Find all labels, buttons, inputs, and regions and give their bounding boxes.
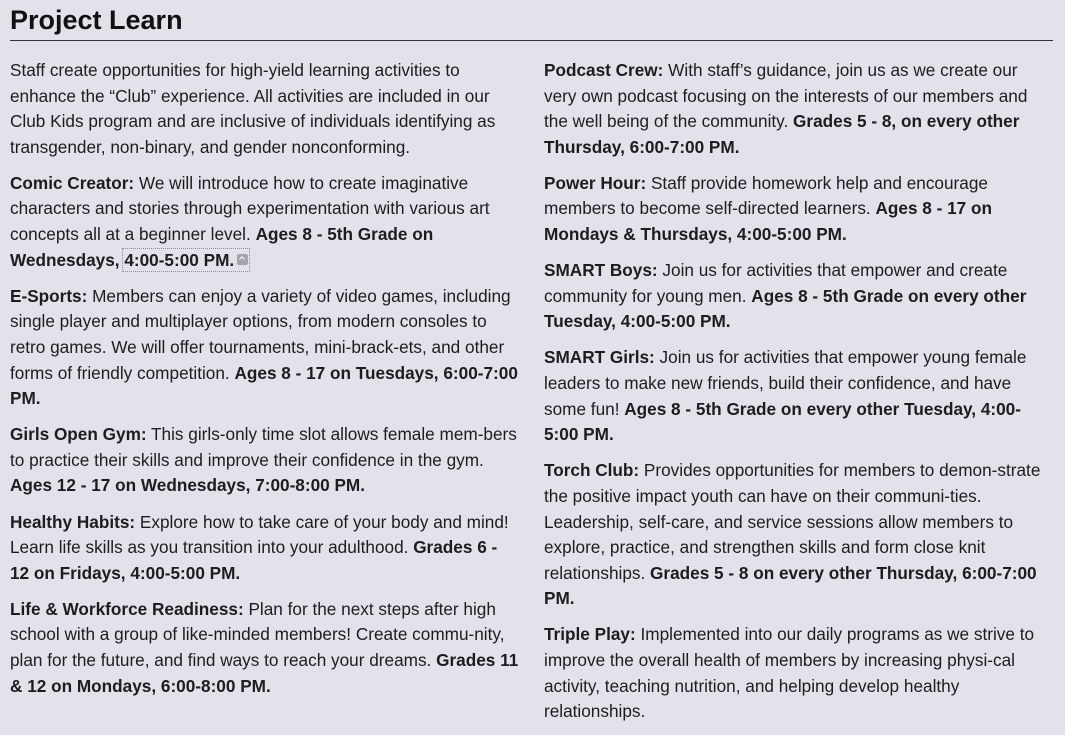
program-name: Power Hour: [544,172,647,193]
program-triple-play [544,622,1054,724]
program-description: Staff provide homework help and encourage members to become self-directed learners. [544,172,988,219]
program-smart-boys [544,258,1054,335]
program-name: Podcast Crew: [544,60,664,80]
page-title: Project Learn [10,5,183,35]
program-description: Members can enjoy a variety of video games, including single player and multiplayer options, from modern consoles to retro games. We will offer tournaments, mini-brack-ets, and other forms of friendly competition. [10,285,511,383]
program-girls-open-gym [10,422,520,499]
program-schedule: Ages 8 - 5th Grade on every other Tuesday, 4:00-5:00 PM. [544,398,1021,445]
program-schedule: Grades 5 - 8 on every other Thursday, 6:00-7:00 PM. [544,562,1037,609]
program-name: Triple Play: [544,624,636,645]
program-name: SMART Boys: [544,260,658,281]
program-description: Join us for activities that empower and create community for young men. [544,260,1008,306]
program-schedule: Ages 8 - 5th Grade on every other Tuesday, 4:00-5:00 PM. [544,285,1027,332]
program-name: SMART Girls: [544,347,655,368]
program-name: Torch Club: [544,460,640,481]
program-name: Girls Open Gym: [10,424,147,445]
program-schedule: Ages 8 - 5th Grade on Wednesdays, [10,224,434,270]
program-description: Join us for activities that empower young female leaders to make new friends, build their confidence, and have some fun! [544,347,1027,419]
program-description: Provides opportunities for members to demon-strate the positive impact youth can have on their communi-ties. Leadership, self-care, and service sessions allow members to explore, practice, and strengthen skills and form close knit relationships. [544,460,1041,583]
left-column [10,58,520,710]
intro-paragraph: Staff create opportunities for high-yield learning activities to enhance the “Club” experience. All activities are included in our Club Kids program and are inclusive of individuals identifying as transgender, non-binary, and gender nonconforming. [10,60,496,157]
program-description: Plan for the next steps after high school with a group of like-minded members! Create commu-nity, plan for the future, and find ways to reach your dreams. [10,598,505,670]
program-schedule: Grades 11 & 12 on Mondays, 6:00-8:00 PM. [10,649,519,696]
right-column [544,58,1054,735]
program-schedule: Ages 8 - 17 on Mondays & Thursdays, 4:00-5:00 PM. [544,198,993,245]
highlighted-time[interactable] [124,250,248,270]
program-schedule: Ages 12 - 17 on Wednesdays, 7:00-8:00 PM. [10,475,366,496]
program-power-hour [544,171,1054,248]
program-description: Implemented into our daily programs as we strive to improve the overall health of members by increasing physi-cal activity, teaching nutrition, and helping develop healthy relationships. [544,624,1035,722]
program-comic-creator [10,171,520,273]
program-podcast-crew [544,58,1054,160]
program-schedule: Grades 6 - 12 on Fridays, 4:00-5:00 PM. [10,537,498,583]
program-description: With staff’s guidance, join us as we create our very own podcast focusing on the interests of our members and the well being of the community. [544,60,1028,132]
program-description: We will introduce how to create imaginative characters and stories through experimentation with various art concepts all at a beginner level. [10,172,490,245]
program-name: Life & Workforce Readiness: [10,598,244,619]
program-name: E-Sports: [10,285,88,306]
title-divider [10,40,1053,41]
program-name: Healthy Habits: [10,511,136,532]
program-description: This girls-only time slot allows female mem-bers to practice their skills and improve their confidence in the gym. [10,424,517,470]
program-life-workforce-readiness [10,597,520,699]
program-smart-girls [544,345,1054,447]
program-description: Explore how to take care of your body and mind! Learn life skills as you transition into your adulthood. [10,511,509,558]
program-name: Comic Creator: [10,172,135,193]
program-torch-club [544,458,1054,612]
expand-up-icon[interactable] [237,254,248,265]
program-healthy-habits [10,510,520,587]
program-schedule: Ages 8 - 17 on Tuesdays, 6:00-7:00 PM. [10,362,518,409]
program-schedule: Grades 5 - 8, on every other Thursday, 6:00-7:00 PM. [544,111,1020,157]
program-e-sports [10,284,520,412]
highlighted-time-text: 4:00-5:00 PM. [124,249,235,270]
